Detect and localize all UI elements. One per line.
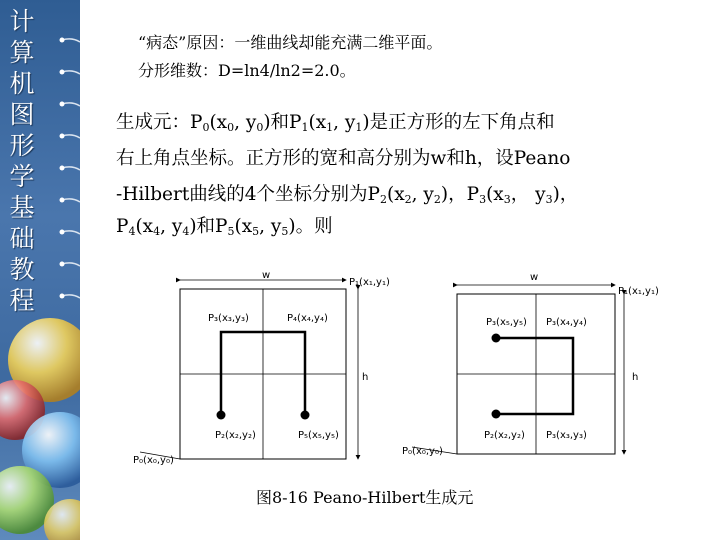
left-p0-label: P₀(x₀,y₀): [133, 455, 174, 466]
title-char: 程: [9, 286, 35, 315]
title-char: 机: [9, 69, 35, 98]
right-p0-label: P₀(x₀,y₀): [402, 446, 443, 457]
right-h-label: h: [632, 372, 639, 383]
left-p3-label: P₃(x₃,y₃): [208, 313, 249, 324]
body-line-1: 生成元：$P_0(x_0$, $y_0$)和$P_1(x_1$, $y_1$)是正方形的左下角点和: [116, 112, 555, 134]
left-p4-label: P₄(x₄,y₄): [287, 313, 328, 324]
title-char: 学: [9, 162, 35, 191]
right-p2-label: P₂(x₂,y₂): [484, 430, 525, 441]
left-h-label: h: [362, 372, 369, 383]
body-line-4: $P_4(x_4$, $y_4$)和$P_5(x_5$, $y_5$)。则: [116, 216, 333, 238]
title-char: 计: [9, 7, 35, 36]
right-figure: [412, 285, 624, 454]
intro-line-2: 分形维数：D=ln4/ln2=2.0。: [138, 61, 356, 80]
title-char: 教: [9, 255, 35, 284]
left-point-p2: [217, 411, 226, 420]
title-char: 图: [9, 100, 35, 129]
right-point-p2: [492, 410, 501, 419]
body-line-2: 右上角点坐标。正方形的宽和高分别为w和h，设Peano: [116, 148, 571, 169]
left-p2-label: P₂(x₂,y₂): [215, 430, 256, 441]
intro-line-1: “病态”原因：一维曲线却能充满二维平面。: [138, 33, 443, 52]
body-line-3: -Hilbert曲线的4个坐标分别为$P_2(x_2$, $y_2$)，$P_3(x_3$， $y_3$)，: [116, 184, 579, 206]
right-point-p3: [492, 334, 501, 343]
left-p5-label: P₅(x₅,y₅): [298, 430, 339, 441]
left-p1-label: P₁(x₁,y₁): [349, 277, 390, 288]
right-p3-label: P₃(x₅,y₅): [486, 317, 527, 328]
title-char: 算: [9, 38, 35, 67]
title-char: 础: [9, 224, 35, 253]
right-p5-label: P₃(x₃,y₃): [546, 430, 587, 441]
left-point-p5: [301, 411, 310, 420]
figure-caption: 图8-16 Peano-Hilbert生成元: [256, 488, 474, 507]
right-curve: [496, 338, 573, 414]
title-char: 基: [9, 193, 35, 222]
title-char: 形: [9, 131, 35, 160]
right-w-label: w: [530, 272, 539, 283]
right-points: [492, 334, 501, 419]
right-p4-label: P₃(x₄,y₄): [546, 317, 587, 328]
left-w-label: w: [262, 270, 271, 281]
right-p1-label: P₁(x₁,y₁): [618, 286, 659, 297]
